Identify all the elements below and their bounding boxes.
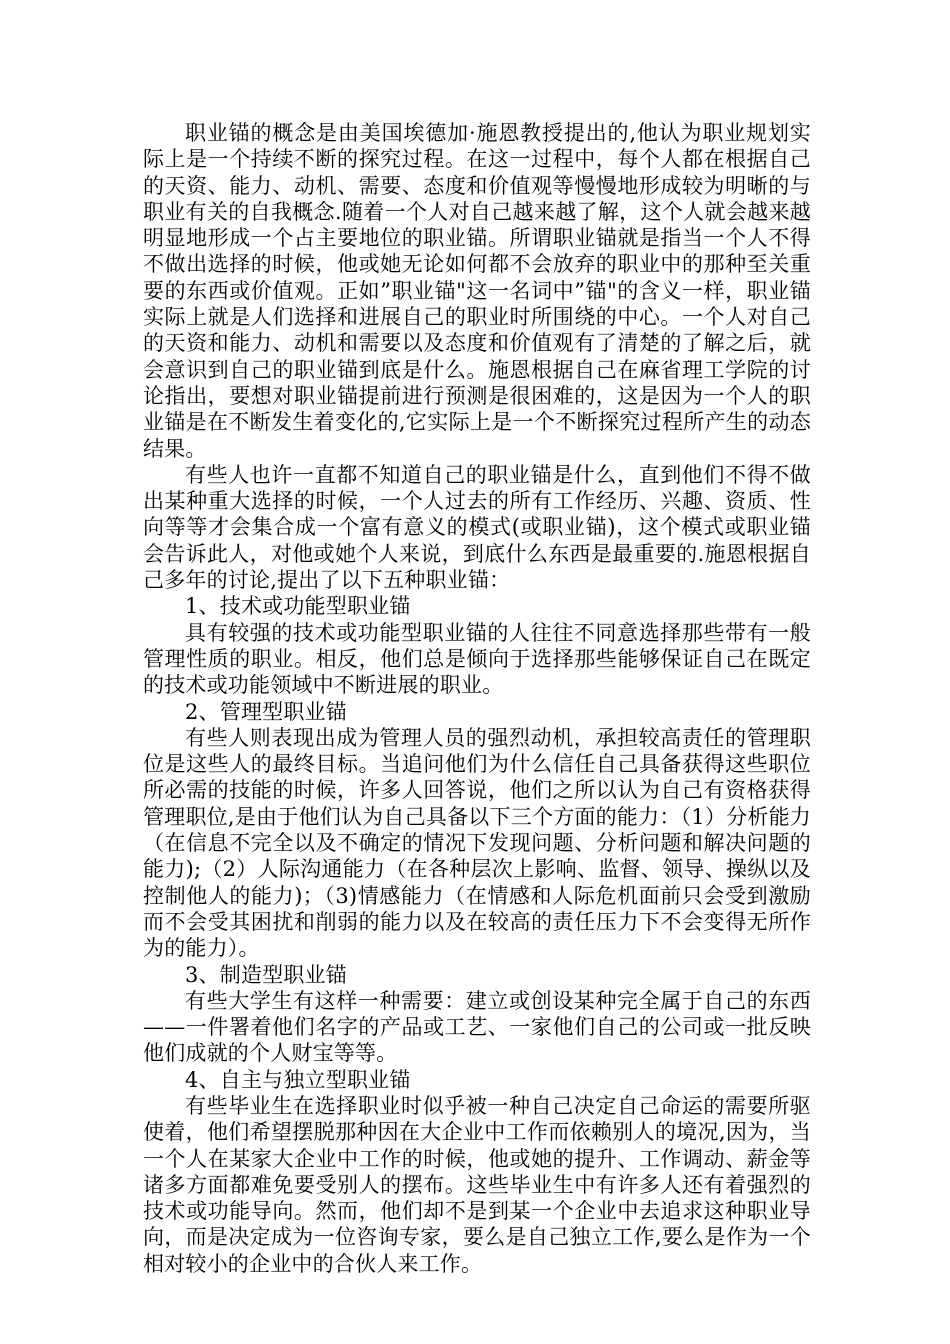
paragraph-autonomy-independence: 有些毕业生在选择职业时似乎被一种自己决定自己命运的需要所驱使着，他们希望摆脱那种因在大企业中工作而依赖别人的境况,因为，当一个人在某家大企业中工作的时候，他或她的提升、工作调动、薪金等诸多方面都难免要受别人的摆布。这些毕业生中有许多人还有着强烈的技术或功能导向。然而，他们却不是到某一个企业中去追求这种职业导向，而是决定成为一位咨询专家，要么是自己独立工作,要么是作为一个相对较小的企业中的合伙人来工作。 (143, 1093, 811, 1276)
paragraph-career-anchor-concept: 职业锚的概念是由美国埃德加·施恩教授提出的,他认为职业规划实际上是一个持续不断的探究过程。在这一过程中，每个人都在根据自己的天资、能力、动机、需要、态度和价值观等慢慢地形成较为明晰的与职业有关的自我概念.随着一个人对自己越来越了解，这个人就会越来越明显地形成一个占主要地位的职业锚。所谓职业锚就是指当一个人不得不做出选择的时候，他或她无论如何都不会放弃的职业中的那种至关重要的东西或价值观。正如”职业锚"这一名词中”锚"的含义一样，职业锚实际上就是人们选择和进展自己的职业时所围绕的中心。一个人对自己的天资和能力、动机和需要以及态度和价值观有了清楚的了解之后，就会意识到自己的职业锚到底是什么。施恩根据自己在麻省理工学院的讨论指出，要想对职业锚提前进行预测是很困难的，这是因为一个人的职业锚是在不断发生着变化的,它实际上是一个不断探究过程所产生的动态结果。 (143, 121, 811, 461)
paragraph-technical-functional: 具有较强的技术或功能型职业锚的人往往不同意选择那些带有一般管理性质的职业。相反，他们总是倾向于选择那些能够保证自己在既定的技术或功能领域中不断进展的职业。 (143, 620, 811, 698)
paragraph-creative: 有些大学生有这样一种需要：建立或创设某种完全属于自己的东西——一件署着他们名字的产品或工艺、一家他们自己的公司或一批反映他们成就的个人财宝等等。 (143, 988, 811, 1066)
paragraph-five-anchors-intro: 有些人也许一直都不知道自己的职业锚是什么，直到他们不得不做出某种重大选择的时候，一个人过去的所有工作经历、兴趣、资质、性向等等才会集合成一个富有意义的模式(或职业锚)，这个模式或职业锚会告诉此人，对他或她个人来说，到底什么东西是最重要的.施恩根据自己多年的讨论,提出了以下五种职业锚： (143, 462, 811, 593)
heading-creative: 3、制造型职业锚 (185, 962, 347, 987)
paragraph-managerial: 有些人则表现出成为管理人员的强烈动机，承担较高责任的管理职位是这些人的最终目标。当追问他们为什么信任自己具备获得这些职位所必需的技能的时候，许多人回答说，他们之所以认为自己有资格获得管理职位,是由于他们认为自己具备以下三个方面的能力：（1）分析能力（在信息不完全以及不确定的情况下发现问题、分析问题和解决问题的能力);（2）人际沟通能力（在各种层次上影响、监督、领导、操纵以及控制他人的能力)；（3)情感能力（在情感和人际危机面前只会受到激励而不会受其困扰和削弱的能力以及在较高的责任压力下不会变得无所作为的能力）。 (143, 725, 811, 961)
heading-technical-functional: 1、技术或功能型职业锚 (185, 594, 411, 619)
document-body (143, 120, 811, 1277)
heading-autonomy-independence: 4、自主与独立型职业锚 (185, 1067, 411, 1092)
heading-managerial: 2、管理型职业锚 (185, 699, 347, 724)
